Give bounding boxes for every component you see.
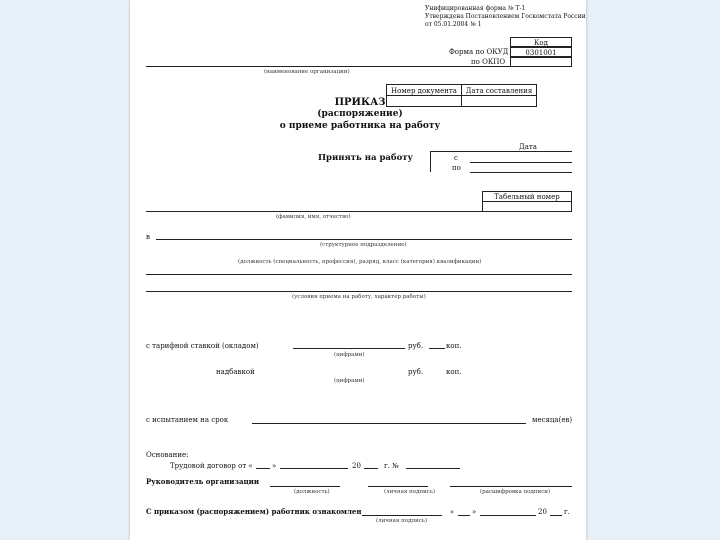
acknowledgement-year-line (550, 515, 562, 516)
conditions-caption: (условия приема на работу, характер работы) (292, 294, 426, 300)
hire-date-header: Дата (519, 143, 537, 151)
probation-label: с испытанием на срок (146, 416, 229, 424)
form-header-line1: Унифицированная форма № Т-1 (425, 5, 526, 12)
code-header-label: Код (534, 39, 548, 47)
basis-year-suffix: г. № (384, 462, 399, 470)
salary-kop-line (429, 348, 445, 349)
salary-kop: коп. (446, 342, 462, 350)
salary-rub: руб. (408, 342, 424, 350)
acknowledgement-label: С приказом (распоряжением) работник ознакомлен (146, 507, 362, 516)
okud-cell (510, 47, 572, 57)
doc-date-header: Дата составления (465, 87, 533, 95)
conditions-line (146, 291, 572, 292)
basis-number-line (406, 468, 460, 469)
probation-unit: месяца(ев) (532, 416, 573, 424)
acknowledgement-signature-line (362, 515, 442, 516)
title-purpose: о приеме работника на работу (279, 121, 441, 131)
title-order: ПРИКАЗ (334, 97, 386, 108)
basis-quote-close: » (272, 462, 277, 470)
doc-number-header: Номер документа (391, 87, 457, 95)
document-page (130, 0, 586, 540)
salary-digits-caption: (цифрами) (334, 352, 365, 358)
fio-caption: (фамилия, имя, отчество) (276, 214, 351, 220)
doc-date-value-cell (461, 95, 537, 107)
basis-year-line (364, 468, 378, 469)
organization-caption: (наименование организации) (264, 69, 350, 75)
hire-date-left-border (430, 151, 431, 172)
basis-day-line (256, 468, 270, 469)
manager-decoding-line (450, 486, 572, 487)
fio-line (146, 211, 482, 212)
form-header-line3: от 05.01.2004 № 1 (425, 21, 482, 28)
acknowledgement-signature-caption: (личная подпись) (376, 518, 428, 524)
basis-year: 20 (352, 462, 361, 470)
basis-contract: Трудовой договор от « (170, 462, 253, 470)
hire-from-label: с (454, 154, 458, 162)
hire-to-label: по (452, 164, 461, 172)
position-caption: (должность (специальность, профессия), разряд, класс (категория) квалификации) (238, 259, 482, 265)
acknowledgement-month-line (480, 515, 536, 516)
tab-number-value-cell (482, 201, 572, 212)
tab-number-header: Табельный номер (494, 193, 560, 201)
manager-position-caption: (должность) (294, 489, 330, 495)
manager-position-line (270, 486, 340, 487)
manager-signature-caption: (личная подпись) (384, 489, 436, 495)
salary-label: с тарифной ставкой (окладом) (146, 342, 259, 350)
acknowledgement-year: 20 (538, 508, 547, 516)
acknowledgement-day-line (458, 515, 470, 516)
code-header-cell (510, 37, 572, 47)
hire-to-line (470, 172, 572, 173)
position-line (146, 274, 572, 275)
hire-from-line (470, 162, 572, 163)
title-order-sub: (распоряжение) (317, 109, 403, 119)
okpo-cell (510, 57, 572, 67)
basis-label: Основание: (146, 451, 189, 459)
probation-line (252, 423, 526, 424)
manager-label: Руководитель организации (146, 477, 260, 486)
bonus-rub: руб. (408, 368, 424, 376)
acknowledgement-year-suffix: г. (564, 508, 570, 516)
bonus-digits-caption: (цифрами) (334, 378, 365, 384)
manager-signature-line (368, 486, 428, 487)
okpo-label: по ОКПО (471, 58, 506, 66)
hire-date-top-line (430, 151, 572, 152)
department-line (156, 239, 572, 240)
organization-line (146, 66, 510, 67)
manager-decoding-caption: (расшифровка подписи) (480, 489, 551, 495)
department-caption: (структурное подразделение) (320, 242, 407, 248)
acknowledgement-date-open: « (450, 508, 455, 516)
basis-month-line (280, 468, 348, 469)
department-prefix: в (146, 233, 150, 241)
form-header-line2: Утверждена Постановлением Госкомстата России (425, 13, 586, 20)
bonus-label: надбавкой (216, 368, 255, 376)
hire-label: Принять на работу (318, 153, 413, 163)
okud-value: 0301001 (525, 49, 557, 57)
okud-label: Форма по ОКУД (449, 48, 509, 56)
bonus-kop: коп. (446, 368, 462, 376)
acknowledgement-date-close: » (472, 508, 477, 516)
salary-digits-line (293, 348, 405, 349)
